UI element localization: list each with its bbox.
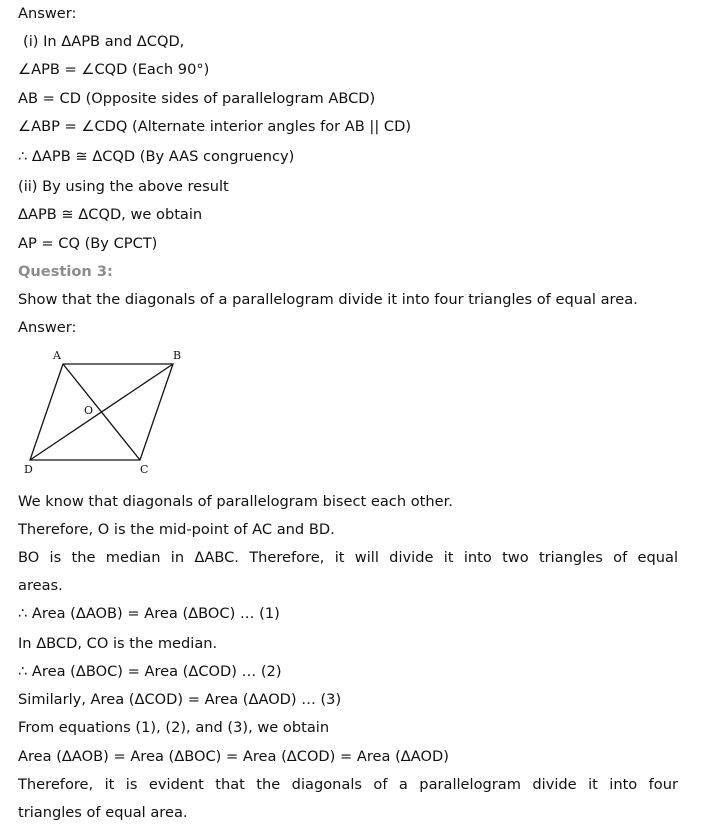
part-i-line-2: ∠APB = ∠CQD (Each 90°) <box>18 61 210 78</box>
solution-line-5: ∴ Area (ΔAOB) = Area (ΔBOC) … (1) <box>18 605 280 622</box>
vertex-label-a: A <box>53 349 61 362</box>
part-ii-line-1: (ii) By using the above result <box>18 178 229 195</box>
part-i-line-4: ∠ABP = ∠CDQ (Alternate interior angles for AB || CD) <box>18 118 412 135</box>
diagonal-bd <box>30 364 173 460</box>
parallelogram-figure <box>18 342 198 482</box>
solution-line-9: From equations (1), (2), and (3), we obtain <box>18 719 330 736</box>
solution-line-8: Similarly, Area (ΔCOD) = Area (ΔAOD) … (3) <box>18 691 342 708</box>
solution-line-4: areas. <box>18 577 63 594</box>
solution-line-10: Area (ΔAOB) = Area (ΔBOC) = Area (ΔCOD) = Area (ΔAOD) <box>18 748 449 765</box>
answer-label-2: Answer: <box>18 319 77 336</box>
vertex-label-b: B <box>173 349 182 362</box>
solution-line-11: Therefore, it is evident that the diagonals of a parallelogram divide it into four <box>18 776 678 793</box>
solution-line-3: BO is the median in ΔABC. Therefore, it will divide it into two triangles of equal <box>18 549 678 566</box>
vertex-label-c: C <box>140 463 149 476</box>
part-i-line-3: AB = CD (Opposite sides of parallelogram ABCD) <box>18 90 376 107</box>
part-i-line-1: (i) In ΔAPB and ΔCQD, <box>23 33 185 50</box>
part-i-line-5: ∴ ΔAPB ≅ ΔCQD (By AAS congruency) <box>18 148 295 165</box>
solution-line-2: Therefore, O is the mid-point of AC and BD. <box>18 521 335 538</box>
solution-line-1: We know that diagonals of parallelogram bisect each other. <box>18 493 453 510</box>
question-text: Show that the diagonals of a parallelogram divide it into four triangles of equal area. <box>18 291 638 308</box>
solution-line-12: triangles of equal area. <box>18 804 188 821</box>
question-heading: Question 3: <box>18 263 113 280</box>
answer-label: Answer: <box>18 5 77 22</box>
solution-line-6: In ΔBCD, CO is the median. <box>18 635 218 652</box>
part-ii-line-3: AP = CQ (By CPCT) <box>18 235 158 252</box>
center-label-o: O <box>84 404 94 417</box>
vertex-label-d: D <box>24 463 33 476</box>
part-ii-line-2: ΔAPB ≅ ΔCQD, we obtain <box>18 206 203 223</box>
solution-line-7: ∴ Area (ΔBOC) = Area (ΔCOD) … (2) <box>18 663 282 680</box>
